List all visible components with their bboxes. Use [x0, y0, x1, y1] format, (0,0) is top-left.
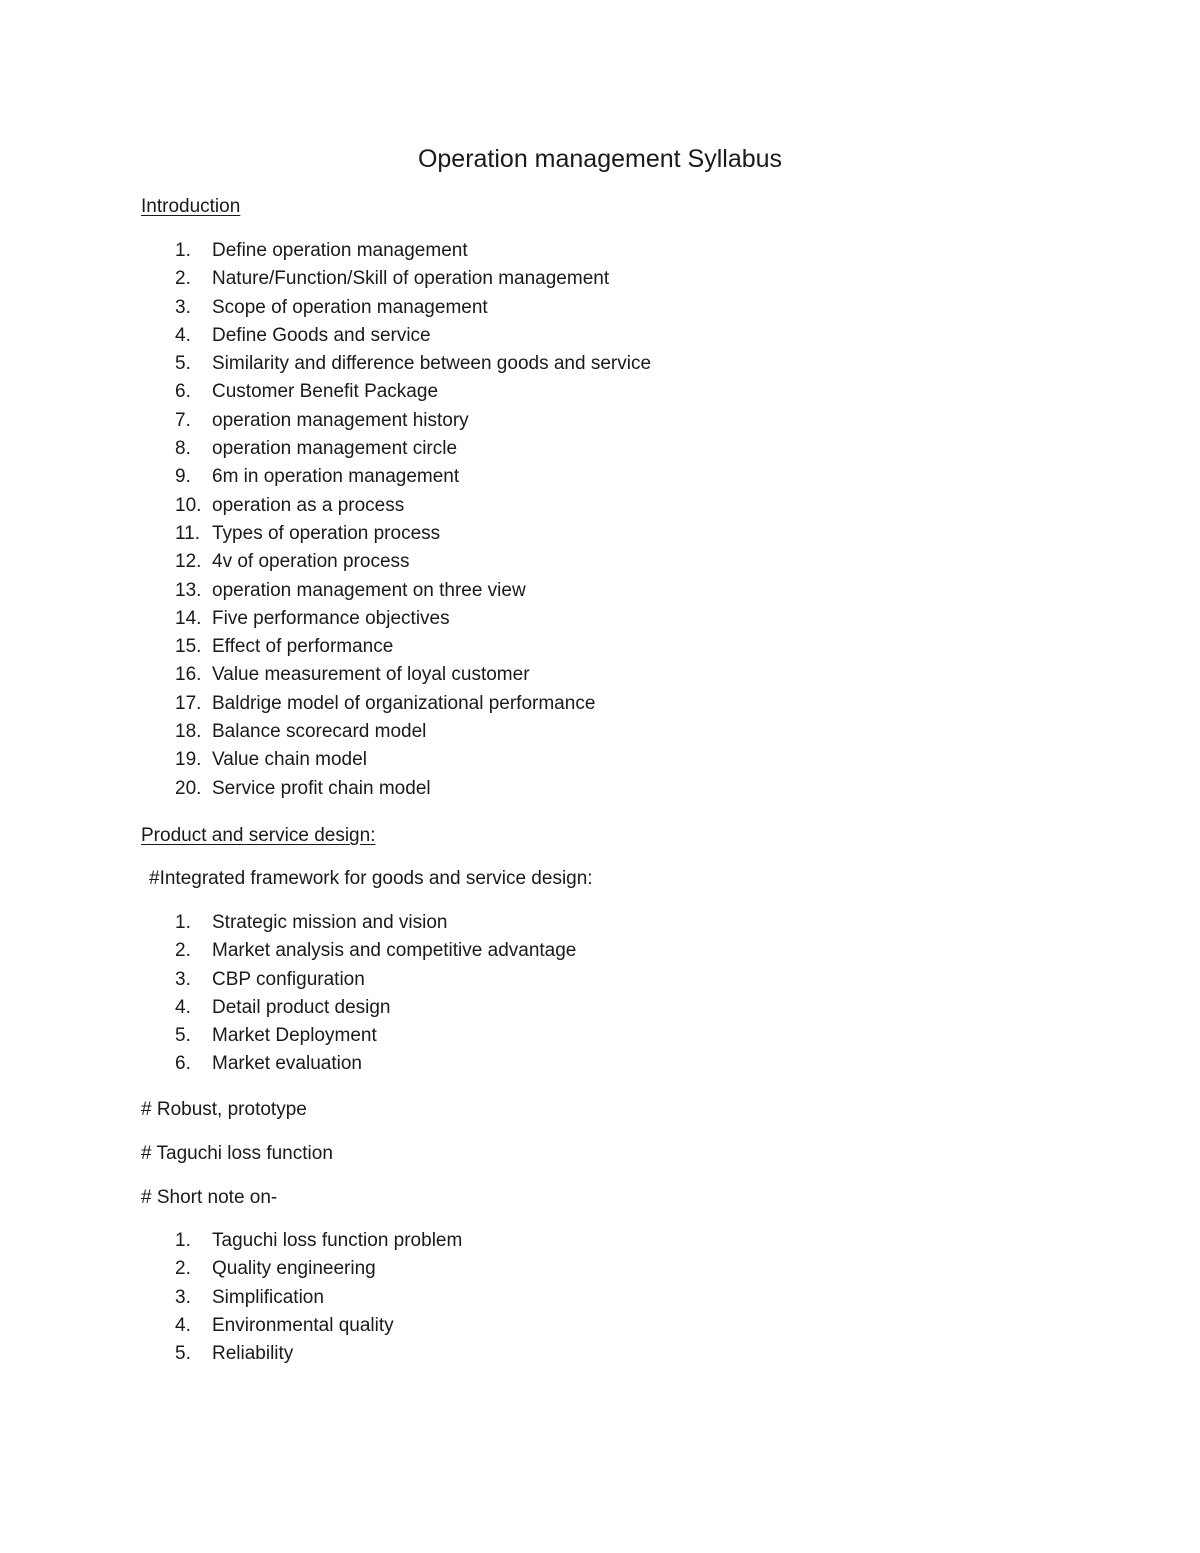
- short-note-list: [141, 1229, 462, 1370]
- list-item: 16. Value measurement of loyal customer: [175, 664, 530, 686]
- list-item: 18. Balance scorecard model: [175, 721, 427, 743]
- list-item: 19. Value chain model: [175, 749, 367, 771]
- list-item: 5. Similarity and difference between goods and service: [175, 353, 652, 375]
- list-item: 3. Scope of operation management: [175, 296, 488, 318]
- document-title: Operation management Syllabus: [417, 145, 783, 173]
- list-item: 7. operation management history: [175, 409, 469, 431]
- list-item: 2. Nature/Function/Skill of operation management: [175, 268, 610, 290]
- list-item: 2. Market analysis and competitive advantage: [175, 940, 577, 962]
- framework-list: [141, 911, 576, 1081]
- list-item: 4. Detail product design: [175, 996, 391, 1018]
- list-item: 10. operation as a process: [175, 494, 405, 516]
- list-item: 17. Baldrige model of organizational performance: [175, 692, 596, 714]
- framework-note: #Integrated framework for goods and service design:: [149, 868, 593, 889]
- taguchi-note: # Taguchi loss function: [141, 1143, 333, 1164]
- list-item: 5. Reliability: [175, 1343, 294, 1365]
- short-note-heading: # Short note on-: [141, 1187, 278, 1208]
- introduction-list: [141, 239, 651, 805]
- list-item: 2. Quality engineering: [175, 1258, 376, 1280]
- list-item: 1. Taguchi loss function problem: [175, 1230, 463, 1251]
- list-item: 3. Simplification: [175, 1286, 324, 1308]
- list-item: 1. Define operation management: [175, 240, 468, 261]
- list-item: 6. Customer Benefit Package: [175, 381, 439, 403]
- list-item: 9. 6m in operation management: [175, 466, 460, 488]
- list-item: 15. Effect of performance: [175, 636, 394, 658]
- list-item: 12. 4v of operation process: [175, 551, 410, 573]
- section-heading-product-design: Product and service design:: [141, 825, 376, 846]
- section-heading-introduction: Introduction: [141, 196, 241, 217]
- list-item: 11. Types of operation process: [175, 522, 441, 544]
- list-item: 4. Define Goods and service: [175, 324, 431, 346]
- list-item: 8. operation management circle: [175, 438, 458, 460]
- list-item: 1. Strategic mission and vision: [175, 912, 448, 933]
- list-item: 6. Market evaluation: [175, 1053, 362, 1075]
- list-item: 5. Market Deployment: [175, 1025, 377, 1047]
- list-item: 3. CBP configuration: [175, 968, 365, 990]
- robust-note: # Robust, prototype: [141, 1099, 307, 1120]
- list-item: 4. Environmental quality: [175, 1314, 394, 1336]
- list-item: 14. Five performance objectives: [175, 607, 450, 629]
- list-item: 20. Service profit chain model: [175, 777, 431, 799]
- list-item: 13. operation management on three view: [175, 579, 526, 601]
